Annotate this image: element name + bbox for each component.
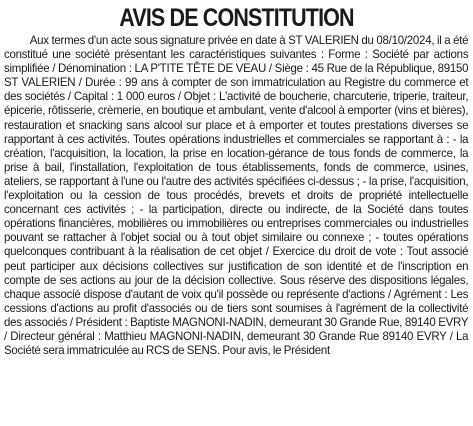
notice-body: Aux termes d'un acte sous signature privée en date à ST VALERIEN du 08/10/2024, il a été constitué une société présentant les caractéristiques suivantes : Forme : Société par actions simplifiée / Dénomination : LA P'TITE TÊTE DE VEAU / Siège : 45 Rue de la République, 89150 ST VALERIEN / Durée : 99 ans à compter de son immatriculation au Registre du commerce et des sociétés / Capital : 1 000 euros / Objet : L'activité de boucherie, charcuterie, triperie, traiteur, épicerie, rôtisserie, crèmerie, en boutique et ambulant, vente d'alcool à emporter (vins et bières), restauration et snacking sans alcool sur place et à emporter et toutes prestations diverses se rapportant à ces activités. Toutes opérations industrielles et commerciales se rapportant à : - la création, l'acquisition, la location, la prise en location-gérance de tous fonds de commerce, la prise à bail, l'installation, l'exploitation de tous établissements, fonds de commerce, usines, ateliers, se rapportant à l'une ou l'autre des activités spécifiées ci-dessus ; - la prise, l'acquisition, l'exploitation ou la cession de tous procédés, brevets et droits de propriété intellectuelle concernant ces activités ; - la participation, directe ou indirecte, de la Société dans toutes opérations financières, mobilières ou immobilières ou entreprises commerciales ou industrielles pouvant se rattacher à l'objet social ou à tout objet similaire ou connexe ; - toutes opérations quelconques contribuant à la réalisation de cet objet / Exercice du droit de vote : Tout associé peut participer aux décisions collectives sur justification de son identité et de l'inscription en compte de ses actions au jour de la décision collective. Sous réserve des dispositions légales, chaque associé dispose d'autant de voix qu'il possède ou représente d'actions / Agrément : Les cessions d'actions au profit d'associés ou de tiers sont soumises à l'agrément de la collectivité des associés / Président : Baptiste MAGNONI-NADIN, demeurant 30 Grande Rue, 89140 EVRY / Directeur général : Matthieu MAGNONI-NADIN, demeurant 30 Grande Rue 89140 EVRY / La Société sera immatriculée au RCS de SENS. Pour avis, le Président <box>4 34 469 358</box>
notice-title: AVIS DE CONSTITUTION <box>119 4 354 32</box>
